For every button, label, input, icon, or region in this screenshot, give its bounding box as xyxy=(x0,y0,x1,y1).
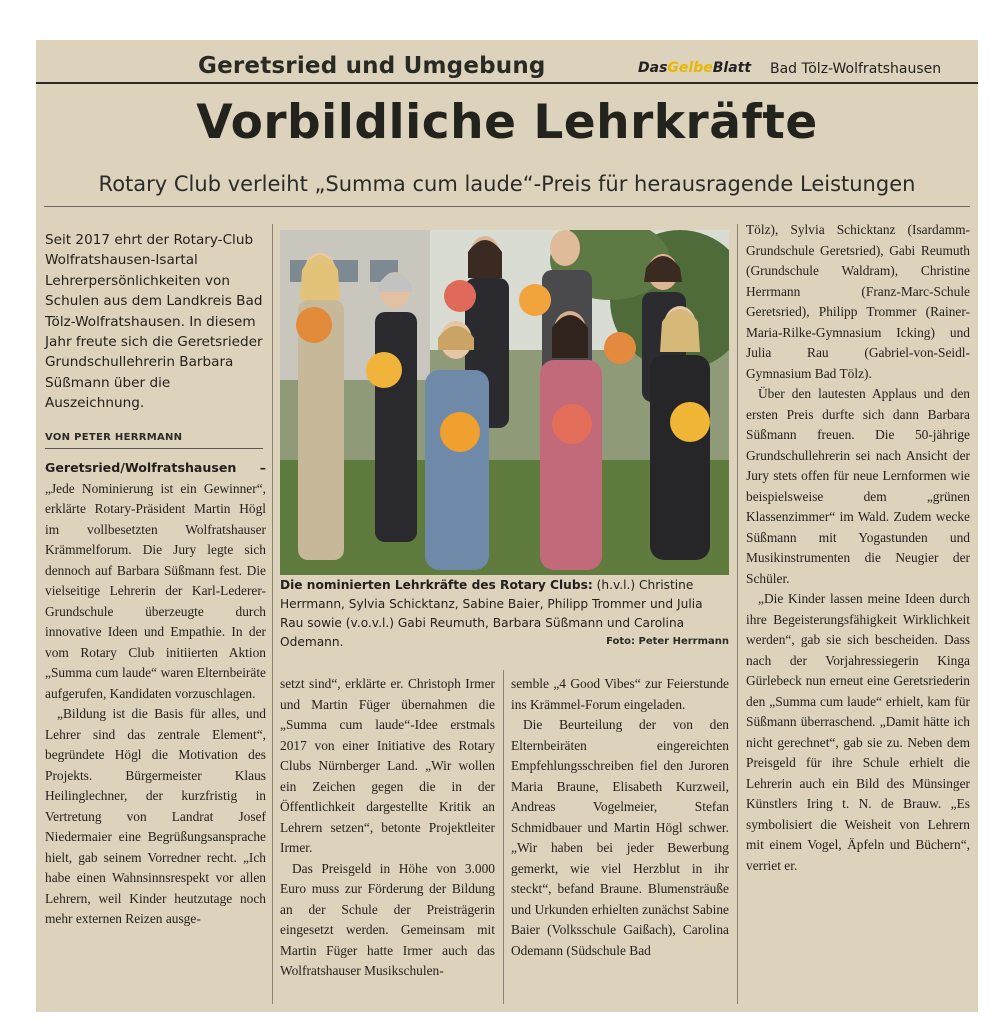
column-divider xyxy=(503,670,504,1004)
paragraph xyxy=(45,458,266,704)
caption-text: (h.v.l.) Christine Herrmann, Sylvia Schicktanz, Sabine Baier, Philipp Trommer und Julia Rau sowie (v.o.v.l.) Gabi Reumuth, Barbara Süßmann und Carolina Odemann. xyxy=(280,578,703,649)
edition-label: Bad Tölz-Wolfratshausen xyxy=(770,61,942,77)
article-column-2 xyxy=(280,674,495,982)
photo-credit: Foto: Peter Herrmann xyxy=(606,636,729,647)
header-rule xyxy=(36,82,978,84)
group-photo xyxy=(280,230,729,575)
paragraph: Das Preisgeld in Höhe von 3.000 Euro muss zur Förderung der Bildung an der Schule der Preisträgerin eingesetzt werden. Gemeinsam mit Martin Füger hatte Irmer auch das Wolfratshauser Musikschulen- xyxy=(280,860,495,978)
paragraph: Tölz), Sylvia Schicktanz (Isardamm-Grundschule Geretsried), Gabi Reumuth (Grundschule Waldram), Christine Herrmann (Franz-Marc-Schule Geretsried), Philipp Trommer (Rainer-Maria-Rilke-Gymnasium Icking) und Julia Rau (Gabriel-von-Seidl-Gymnasium Bad Tölz). xyxy=(746,222,970,381)
paragraph-text: „Jede Nominierung ist ein Gewinner“, erklärte Rotary-Präsident Martin Högl im vollbesetzten Wolfratshauser Krämmelforum. Die Jury legte sich dennoch auf Barbara Süßmann fest. Die vielseitige Lehrerin der Karl-Lederer-Grundschule überzeugte durch innovative Ideen und Empathie. In der vom Rotary Club initiierten Aktion „Summa cum laude“ waren Elternbeiräte aufgerufen, Kandidaten vorzuschlagen. xyxy=(45,480,266,701)
byline-rule xyxy=(45,448,263,449)
headline: Vorbildliche Lehrkräfte xyxy=(196,95,818,150)
newspaper-clipping xyxy=(36,40,978,1012)
column-divider xyxy=(272,224,273,1004)
article-column-4 xyxy=(746,220,970,876)
paragraph: Die Beurteilung der von den Elternbeiräten eingereichten Empfehlungsschreiben fiel den Juroren Maria Braune, Elisabeth Kurzweil, Andreas Vogelmeier, Stefan Schmidbauer und Martin Högl schwer. „Wir haben bei jeder Bewerbung gemerkt, wie viel Herzblut in ihr steckt“, befand Braune. Blumensträuße und Urkunden erhielten zunächst Sabine Baier (Volksschule Gaißach), Carolina Odemann (Südschule Bad xyxy=(511,717,729,958)
section-title: Geretsried und Umgebung xyxy=(198,53,546,79)
article-column-1 xyxy=(45,458,266,930)
paragraph: semble „4 Good Vibes“ zur Feierstunde ins Krämmel-Forum eingeladen. xyxy=(511,676,729,712)
group-photo-illustration xyxy=(280,230,729,575)
byline: VON PETER HERRMANN xyxy=(45,432,183,443)
logo-part-das: Das xyxy=(638,60,668,76)
paragraph: setzt sind“, erklärte er. Christoph Irmer und Martin Füger übernahmen die „Summa cum laude“-Idee erstmals 2017 von einer Initiative des Rotary Clubs Nürnberger Land. „Wir wollen ein Zeichen gegen die in der Öffentlichkeit dargestellte Kritik an Lehrern setzen“, betonte Projektleiter Irmer. xyxy=(280,676,495,855)
paragraph: „Bildung ist die Basis für alles, und Lehrer sind das zentrale Element“, begründete Högl die Motivation des Projekts. Bürgermeister Klaus Heilinglechner, der kurzfristig in Vertretung von Landrat Josef Niedermaier eine Begrüßungsansprache hielt, gab seinem Vorredner recht. „Ich habe einen Wahnsinnsrespekt vor allen Lehrern, weil Kinder heutzutage noch mehr externen Reizen ausge- xyxy=(45,706,266,926)
newspaper-logo xyxy=(638,60,751,76)
column-divider xyxy=(737,224,738,1004)
article-column-3 xyxy=(511,674,729,961)
caption-lead: Die nominierten Lehrkräfte des Rotary Clubs: xyxy=(280,578,593,592)
subheadline: Rotary Club verleiht „Summa cum laude“-Preis für herausragende Leistungen xyxy=(98,172,916,196)
logo-part-blatt: Blatt xyxy=(712,60,752,76)
article-intro: Seit 2017 ehrt der Rotary-Club Wolfratshausen-Isartal Lehrerpersönlichkeiten von Schulen aus dem Landkreis Bad Tölz-Wolfratshausen. In diesem Jahr freute sich die Geretsrieder Grundschullehrerin Barbara Süßmann über die Auszeichnung. xyxy=(45,232,263,412)
logo-part-gelbe: Gelbe xyxy=(667,60,713,76)
paragraph: Über den lautesten Applaus und den ersten Preis durfte sich dann Barbara Süßmann freuen. Die 50-jährige Grundschullehrerin sei nach Ansicht der Jury stets offen für neue Lernformen wie beispielsweise dem „grünen Klassenzimmer“ im Wald. Zudem wecke Süßmann mit Yogastunden und Musikinstrumenten die Neugier der Schüler. xyxy=(746,386,970,586)
subheadline-rule xyxy=(44,206,970,207)
dateline: Geretsried/Wolfratshausen – xyxy=(45,460,266,475)
paragraph: „Die Kinder lassen meine Ideen durch ihre Begeisterungsfähigkeit Wirklichkeit werden“, gab sie sich bescheiden. Dass nach der Vorjahressiegerin Kinga Gürlebeck nun erneut eine Geretsriederin den „Summa cum laude“ erhielt, kam für Süßmann überraschend. „Damit hätte ich nicht gerechnet“, gab sie zu. Neben dem Preisgeld für ihre Schule erhielt die Lehrerin auch ein Bild des Münsinger Künstlers Iring t. N. de Brauw. „Es symbolisiert die Weisheit von Lehrern mit einem Vogel, Äpfeln und Büchern“, verriet er. xyxy=(746,591,970,873)
